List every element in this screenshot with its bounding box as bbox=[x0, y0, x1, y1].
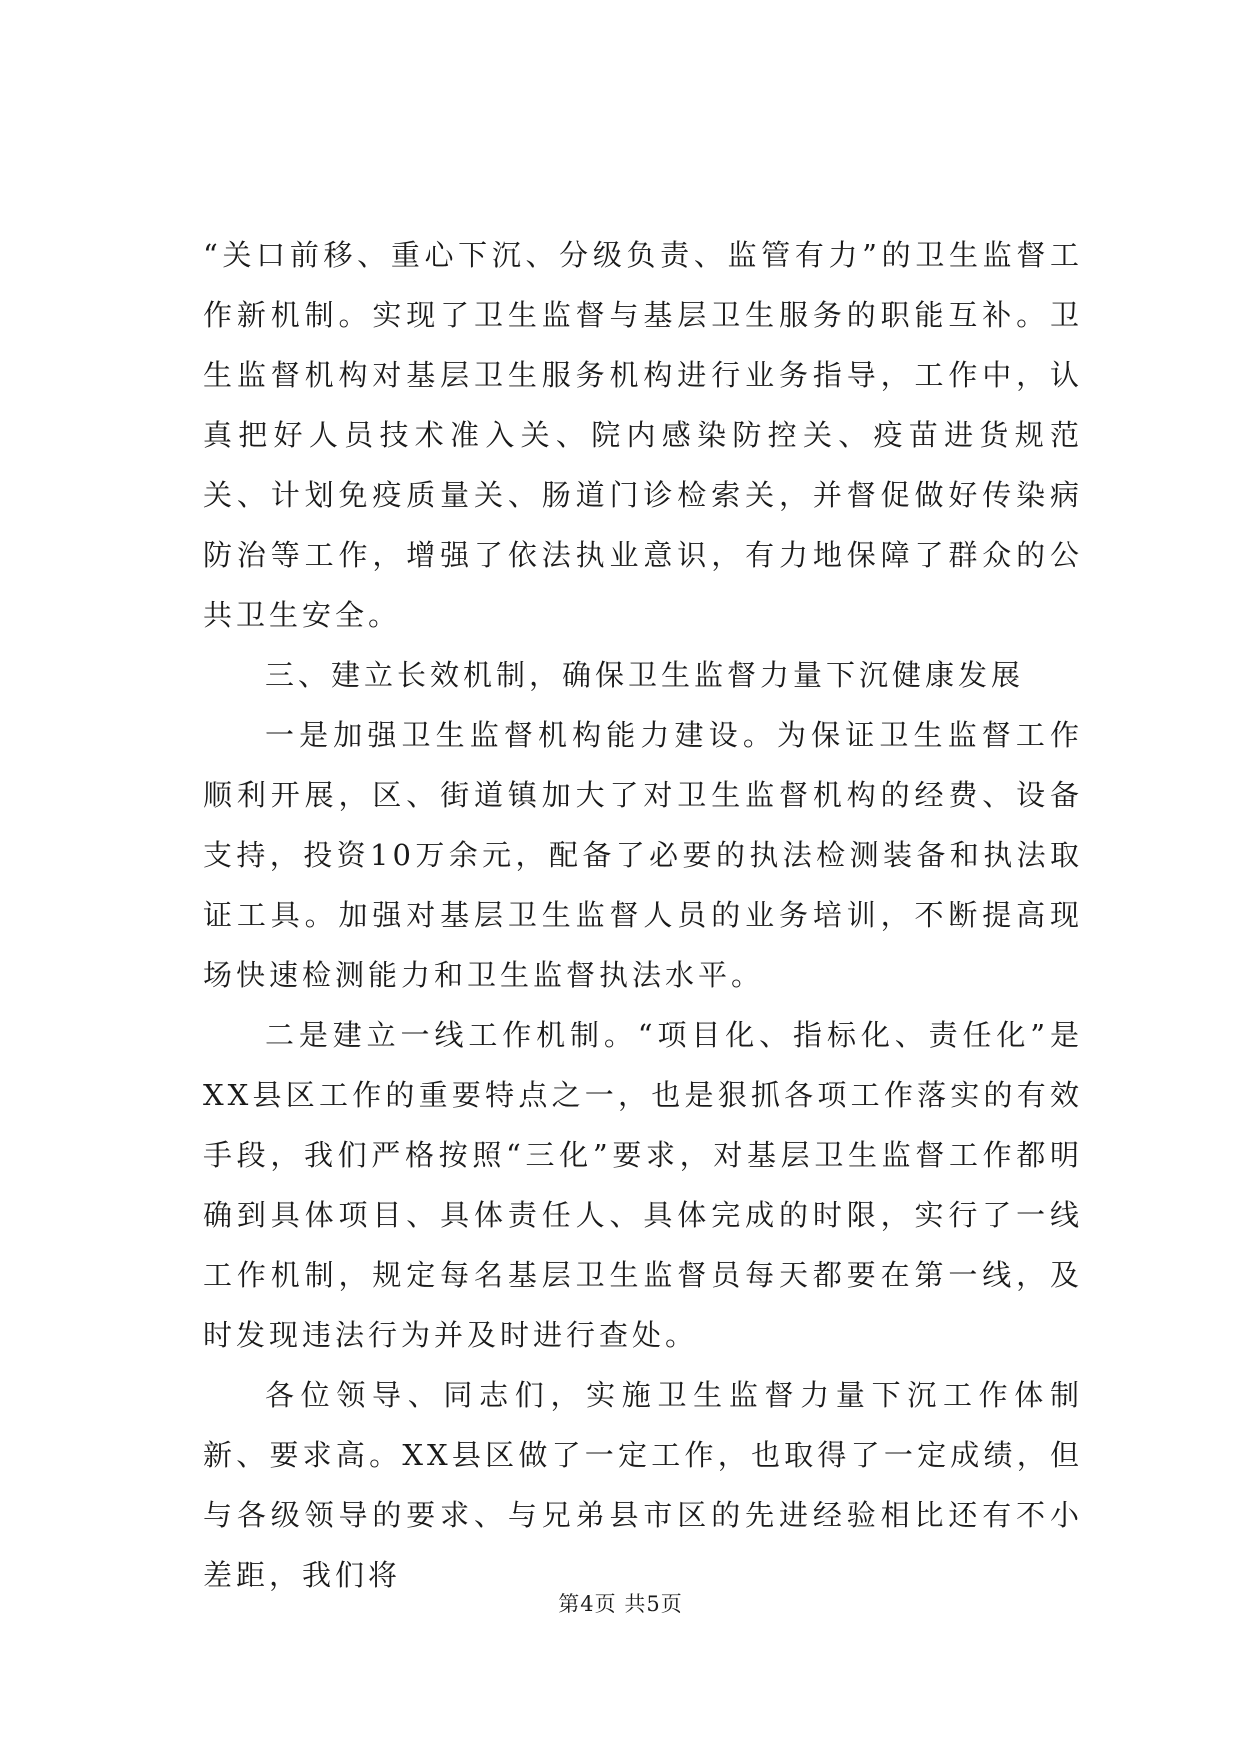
paragraph-capacity-building: 一是加强卫生监督机构能力建设。为保证卫生监督工作顺利开展，区、街道镇加大了对卫生监督机构的经费、设备支持，投资10万余元，配备了必要的执法检测装备和执法取证工具。加强对基层卫生监督人员的业务培训，不断提高现场快速检测能力和卫生监督执法水平。 bbox=[203, 718, 1083, 992]
document-body bbox=[203, 225, 1083, 1605]
paragraph-closing: 各位领导、同志们，实施卫生监督力量下沉工作体制新、要求高。XX县区做了一定工作，也取得了一定成绩，但与各级领导的要求、与兄弟县市区的先进经验相比还有不小差距，我们将 bbox=[203, 1378, 1083, 1592]
paragraph-frontline-mechanism: 二是建立一线工作机制。“项目化、指标化、责任化”是XX县区工作的重要特点之一，也是狠抓各项工作落实的有效手段，我们严格按照“三化”要求，对基层卫生监督工作都明确到具体项目、具体责任人、具体完成的时限，实行了一线工作机制，规定每名基层卫生监督员每天都要在第一线，及时发现违法行为并及时进行查处。 bbox=[203, 1018, 1083, 1352]
page-number-footer: 第4页 共5页 bbox=[558, 1592, 683, 1616]
section-heading: 三、建立长效机制，确保卫生监督力量下沉健康发展 bbox=[265, 658, 1025, 692]
paragraph-continuation: “关口前移、重心下沉、分级负责、监管有力”的卫生监督工作新机制。实现了卫生监督与基层卫生服务的职能互补。卫生监督机构对基层卫生服务机构进行业务指导，工作中，认真把好人员技术准入关、院内感染防控关、疫苗进货规范关、计划免疫质量关、肠道门诊检索关，并督促做好传染病防治等工作，增强了依法执业意识，有力地保障了群众的公共卫生安全。 bbox=[203, 238, 1083, 632]
